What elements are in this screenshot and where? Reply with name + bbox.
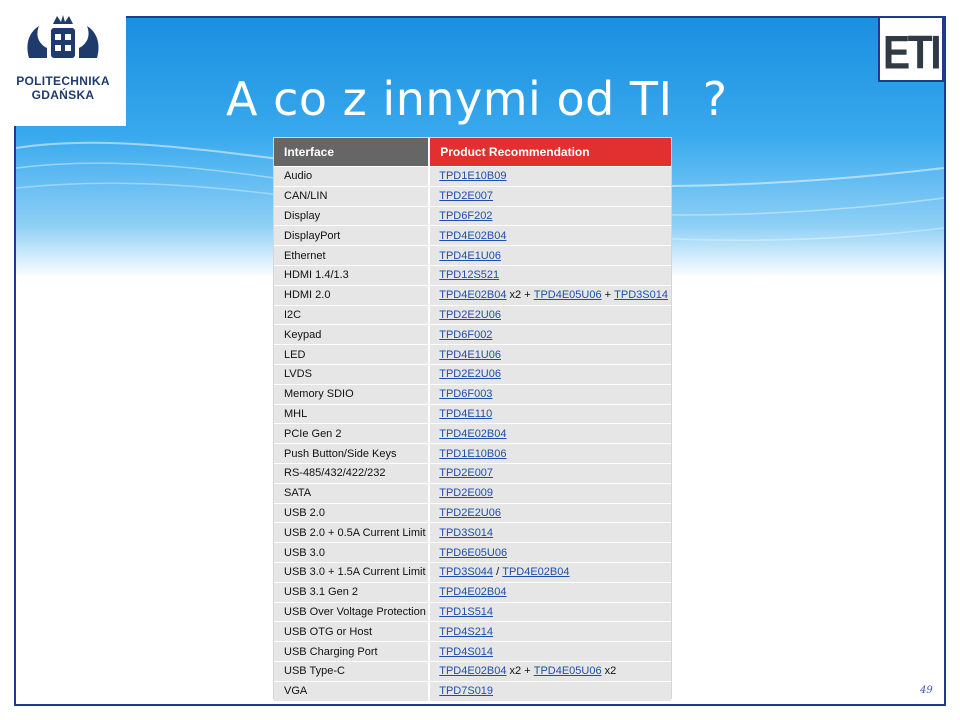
interface-cell: HDMI 2.0 xyxy=(274,286,428,305)
politechnika-logo xyxy=(0,0,126,126)
table-row xyxy=(274,483,671,503)
recommendation-cell xyxy=(428,226,671,245)
interface-cell: LVDS xyxy=(274,365,428,384)
product-link[interactable]: TPD1E10B06 xyxy=(439,447,507,460)
recommendation-cell xyxy=(428,167,671,186)
recommendation-cell xyxy=(428,662,671,681)
product-link[interactable]: TPD1E10B09 xyxy=(439,170,507,183)
table-row xyxy=(274,324,671,344)
interface-cell: USB Charging Port xyxy=(274,642,428,661)
table-row xyxy=(274,305,671,325)
table-body xyxy=(274,166,671,701)
interface-cell: USB Type-C xyxy=(274,662,428,681)
product-link[interactable]: TPD6F202 xyxy=(439,209,493,222)
logo-name-line2: GDAŃSKA xyxy=(31,88,95,102)
table-row xyxy=(274,582,671,602)
product-link[interactable]: TPD4E1U06 xyxy=(439,348,501,361)
recommendation-table xyxy=(273,137,672,699)
recommendation-cell xyxy=(428,365,671,384)
recommendation-cell xyxy=(428,603,671,622)
product-link[interactable]: TPD2E2U06 xyxy=(439,506,501,519)
interface-cell: PCIe Gen 2 xyxy=(274,424,428,443)
interface-cell: I2C xyxy=(274,306,428,325)
interface-cell: USB 3.0 + 1.5A Current Limit xyxy=(274,563,428,582)
table-row xyxy=(274,661,671,681)
table-row xyxy=(274,206,671,226)
interface-cell: VGA xyxy=(274,682,428,701)
table-row xyxy=(274,621,671,641)
table-row xyxy=(274,404,671,424)
interface-cell: USB 2.0 xyxy=(274,504,428,523)
recommendation-cell xyxy=(428,682,671,701)
table-row xyxy=(274,265,671,285)
table-row xyxy=(274,225,671,245)
table-row xyxy=(274,681,671,701)
product-link[interactable]: TPD3S014 xyxy=(439,526,494,539)
product-link[interactable]: TPD4E110 xyxy=(439,407,493,420)
page-number: 49 xyxy=(920,685,933,696)
recommendation-cell xyxy=(428,504,671,523)
crest-icon xyxy=(19,14,107,68)
recommendation-cell xyxy=(428,286,671,305)
product-link[interactable]: TPD2E007 xyxy=(439,467,494,480)
product-link[interactable]: TPD12S521 xyxy=(439,269,500,282)
product-link[interactable]: TPD4S014 xyxy=(439,645,494,658)
product-link[interactable]: TPD4S214 xyxy=(439,625,494,638)
interface-cell: Push Button/Side Keys xyxy=(274,444,428,463)
product-link[interactable]: TPD3S014 xyxy=(614,289,668,302)
product-link[interactable]: TPD4E02B04 xyxy=(439,289,507,302)
recommendation-separator: x2 + xyxy=(506,289,534,302)
product-link[interactable]: TPD6F003 xyxy=(439,388,493,401)
product-link[interactable]: TPD7S019 xyxy=(439,685,494,698)
table-header xyxy=(274,138,671,166)
product-link[interactable]: TPD2E2U06 xyxy=(439,308,501,321)
interface-cell: USB OTG or Host xyxy=(274,622,428,641)
table-row xyxy=(274,166,671,186)
recommendation-cell xyxy=(428,306,671,325)
table-row xyxy=(274,384,671,404)
table-row xyxy=(274,542,671,562)
recommendation-cell xyxy=(428,405,671,424)
svg-text:ETI: ETI xyxy=(882,25,940,79)
recommendation-cell xyxy=(428,543,671,562)
interface-cell: USB 3.1 Gen 2 xyxy=(274,583,428,602)
recommendation-cell xyxy=(428,523,671,542)
recommendation-cell xyxy=(428,642,671,661)
interface-cell: USB 3.0 xyxy=(274,543,428,562)
interface-cell: Display xyxy=(274,207,428,226)
recommendation-cell xyxy=(428,246,671,265)
table-row xyxy=(274,522,671,542)
eti-logo-mark xyxy=(880,18,942,80)
table-row xyxy=(274,245,671,265)
header-interface: Interface xyxy=(274,138,428,166)
table-row xyxy=(274,423,671,443)
recommendation-cell xyxy=(428,622,671,641)
product-link[interactable]: TPD4E1U06 xyxy=(439,249,501,262)
product-link[interactable]: TPD4E02B04 xyxy=(502,566,570,579)
recommendation-cell xyxy=(428,187,671,206)
product-link[interactable]: TPD3S044 xyxy=(439,566,494,579)
recommendation-cell xyxy=(428,325,671,344)
table-row xyxy=(274,463,671,483)
product-link[interactable]: TPD2E007 xyxy=(439,190,494,203)
table-row xyxy=(274,443,671,463)
product-link[interactable]: TPD2E009 xyxy=(439,487,494,500)
eti-logo xyxy=(878,16,944,82)
product-link[interactable]: TPD4E02B04 xyxy=(439,586,507,599)
table-row xyxy=(274,285,671,305)
recommendation-cell xyxy=(428,444,671,463)
recommendation-cell xyxy=(428,424,671,443)
product-link[interactable]: TPD4E05U06 xyxy=(533,665,602,678)
logo-name-line1: POLITECHNIKA xyxy=(16,74,110,88)
table-row xyxy=(274,186,671,206)
product-link[interactable]: TPD4E02B04 xyxy=(439,229,507,242)
recommendation-cell xyxy=(428,464,671,483)
interface-cell: Memory SDIO xyxy=(274,385,428,404)
table-row xyxy=(274,602,671,622)
recommendation-cell xyxy=(428,583,671,602)
product-link[interactable]: TPD2E2U06 xyxy=(439,368,501,381)
recommendation-cell xyxy=(428,345,671,364)
product-link[interactable]: TPD6F002 xyxy=(439,328,493,341)
interface-cell: LED xyxy=(274,345,428,364)
table-row xyxy=(274,344,671,364)
product-link[interactable]: TPD4E02B04 xyxy=(439,427,507,440)
recommendation-cell xyxy=(428,385,671,404)
recommendation-separator: x2 + xyxy=(506,665,534,678)
slide-title: A co z innymi od TI ? xyxy=(226,72,728,126)
interface-cell: HDMI 1.4/1.3 xyxy=(274,266,428,285)
recommendation-cell xyxy=(428,563,671,582)
product-link[interactable]: TPD1S514 xyxy=(439,605,494,618)
interface-cell: USB 2.0 + 0.5A Current Limit xyxy=(274,523,428,542)
table-row xyxy=(274,562,671,582)
interface-cell: Keypad xyxy=(274,325,428,344)
recommendation-cell xyxy=(428,207,671,226)
recommendation-separator: / xyxy=(493,566,503,579)
table-row xyxy=(274,641,671,661)
recommendation-separator: x2 xyxy=(601,665,617,678)
recommendation-separator: + xyxy=(601,289,615,302)
interface-cell: USB Over Voltage Protection xyxy=(274,603,428,622)
table-row xyxy=(274,503,671,523)
product-link[interactable]: TPD4E02B04 xyxy=(439,665,507,678)
interface-cell: MHL xyxy=(274,405,428,424)
interface-cell: RS-485/432/422/232 xyxy=(274,464,428,483)
recommendation-cell xyxy=(428,266,671,285)
interface-cell: Audio xyxy=(274,167,428,186)
recommendation-cell xyxy=(428,484,671,503)
interface-cell: Ethernet xyxy=(274,246,428,265)
table-row xyxy=(274,364,671,384)
header-product-recommendation: Product Recommendation xyxy=(428,138,671,166)
interface-cell: DisplayPort xyxy=(274,226,428,245)
interface-cell: CAN/LIN xyxy=(274,187,428,206)
product-link[interactable]: TPD6E05U06 xyxy=(439,546,508,559)
interface-cell: SATA xyxy=(274,484,428,503)
product-link[interactable]: TPD4E05U06 xyxy=(533,289,602,302)
